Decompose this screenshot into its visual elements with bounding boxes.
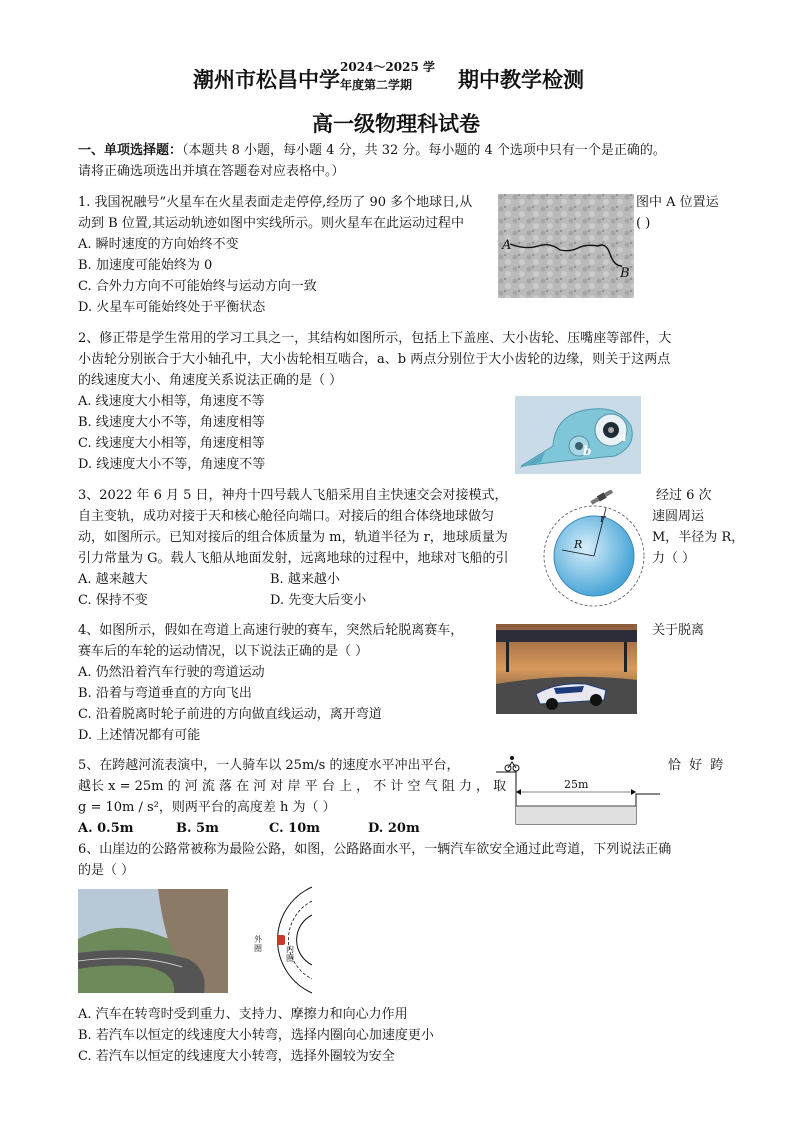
q6-label-inner: 内圈 — [286, 945, 294, 963]
q3-stem-3a: 动，如图所示。已知对接后的组合体质量为 m，轨道半径为 r，地球质量为 — [78, 530, 508, 545]
q5-stem-2: 越长 x = 25m 的 河 流 落 在 河 对 岸 平 台 上 ， 不 计 空 气 阻 力 ， 取 — [78, 779, 507, 794]
q3-option-b[interactable]: B. 越来越小 — [270, 572, 340, 587]
q2-option-a[interactable]: A. 线速度大小相等，角速度不等 — [78, 394, 265, 409]
q6-option-c[interactable]: C. 若汽车以恒定的线速度大小转弯，选择外圈较为安全 — [78, 1049, 395, 1064]
q1-option-d[interactable]: D. 火星车可能始终处于平衡状态 — [78, 300, 266, 315]
q2-option-d[interactable]: D. 线速度大小不等，角速度不等 — [78, 457, 266, 472]
q4-option-a[interactable]: A. 仍然沿着汽车行驶的弯道运动 — [78, 665, 265, 680]
q4-stem-2: 赛车后的车轮的运动情况，以下说法正确的是（ ） — [78, 644, 369, 659]
q3-option-a[interactable]: A. 越来越大 — [78, 572, 148, 587]
q1-stem-2a: 动到 B 位置,其运动轨迹如图中实线所示。则火星车在此运动过程中 — [78, 216, 464, 231]
q1-label-b: B — [620, 266, 630, 281]
q5-label-25m: 25m — [564, 778, 589, 791]
q3-stem-4a: 引力常量为 G。载人飞船从地面发射，远离地球的过程中，地球对飞船的引 — [78, 551, 509, 566]
q4-option-c[interactable]: C. 沿着脱离时轮子前进的方向做直线运动，离开弯道 — [78, 707, 382, 722]
school-name: 潮州市松昌中学 — [193, 67, 340, 92]
q4-stem-1a: 4、如图所示，假如在弯道上高速行驶的赛车，突然后轮脱离赛车， — [78, 623, 464, 638]
q1-stem-1b: 图中 A 位置运 — [636, 195, 719, 210]
racecar-image — [496, 624, 637, 714]
river-jump-diagram — [496, 752, 660, 826]
q3-option-c[interactable]: C. 保持不变 — [78, 593, 148, 608]
q6-option-a[interactable]: A. 汽车在转弯时受到重力、支持力、摩擦力和向心力作用 — [78, 1007, 408, 1022]
q1-stem-2b: ( ) — [636, 216, 651, 231]
section-desc: （本题共 8 小题，每小题 4 分，共 32 分。每小题的 4 个选项中只有一个是正确的。 — [182, 143, 666, 158]
q2-stem-1: 2、修正带是学生常用的学习工具之一，其结构如图所示，包括上下盖座、大小齿轮、压嘴座等部件，大 — [78, 331, 672, 346]
q4-stem-1b: 关于脱离 — [652, 623, 705, 638]
exam-name: 期中教学检测 — [458, 67, 584, 92]
q3-label-R: R — [574, 538, 583, 551]
q5-option-d[interactable]: D. 20m — [368, 821, 420, 836]
q2-stem-3: 的线速度大小、角速度关系说法正确的是（ ） — [78, 373, 343, 388]
q3-stem-2b: 速圆周运 — [652, 509, 705, 524]
q2-label-b: b — [583, 444, 592, 458]
section-desc-2: 请将正确选项选出并填在答题卷对应表格中。） — [78, 164, 345, 179]
q1-option-b[interactable]: B. 加速度可能始终为 0 — [78, 258, 213, 273]
mars-surface-image — [498, 194, 634, 298]
q5-option-c[interactable]: C. 10m — [269, 821, 321, 836]
school-year-line1: 2024～2025 学 — [340, 60, 435, 74]
q3-stem-2a: 自主变轨，成功对接于天和核心舱径向端口。对接后的组合体绕地球做匀 — [78, 509, 495, 524]
q4-option-b[interactable]: B. 沿着与弯道垂直的方向飞出 — [78, 686, 252, 701]
q6-option-b[interactable]: B. 若汽车以恒定的线速度大小转弯，选择内圈向心加速度更小 — [78, 1028, 434, 1043]
q3-stem-4b: 力（ ） — [652, 551, 696, 566]
q6-stem-2: 的是（ ） — [78, 863, 135, 878]
page-title: 高一级物理科试卷 — [312, 111, 480, 136]
q3-label-r: r — [600, 512, 606, 525]
section-heading: 一、单项选择题： — [78, 143, 183, 158]
q5-stem-1a: 5、在跨越河流表演中，一人骑车以 25m/s 的速度水平冲出平台， — [78, 758, 460, 773]
q3-stem-3b: M，半径为 R， — [652, 530, 745, 545]
q3-option-d[interactable]: D. 先变大后变小 — [270, 593, 367, 608]
q1-option-c[interactable]: C. 合外力方向不可能始终与运动方向一致 — [78, 279, 317, 294]
q6-label-outer: 外圈 — [254, 935, 262, 953]
school-year-line2: 年度第二学期 — [340, 78, 413, 92]
q5-stem-1b: 恰 好 跨 — [668, 758, 726, 773]
q2-stem-2: 小齿轮分别嵌合于大小轴孔中，大小齿轮相互啮合，a、b 两点分别位于大小齿轮的边缘，则关于这两点 — [78, 352, 671, 367]
q3-stem-1a: 3、2022 年 6 月 5 日，神舟十四号载人飞船采用自主快速交会对接模式， — [78, 488, 508, 503]
correction-tape-image — [515, 396, 641, 474]
q2-option-c[interactable]: C. 线速度大小相等，角速度相等 — [78, 436, 265, 451]
cliff-road-image — [78, 889, 228, 993]
earth-orbit-diagram — [538, 490, 648, 610]
curve-lanes-diagram — [250, 885, 314, 995]
q5-stem-3: g = 10m / s²，则两平台的高度差 h 为（ ） — [78, 800, 336, 815]
q6-stem-1: 6、山崖边的公路常被称为最险公路，如图，公路路面水平，一辆汽车欲安全通过此弯道，下列说法正确 — [78, 842, 672, 857]
q4-option-d[interactable]: D. 上述情况都有可能 — [78, 728, 201, 743]
q3-stem-1b: 经过 6 次 — [656, 488, 712, 503]
q1-stem-1a: 1. 我国祝融号”火星车在火星表面走走停停,经历了 90 多个地球日,从 — [78, 195, 473, 210]
q5-option-b[interactable]: B. 5m — [176, 821, 219, 836]
q2-option-b[interactable]: B. 线速度大小不等，角速度相等 — [78, 415, 265, 430]
q5-option-a[interactable]: A. 0.5m — [78, 821, 134, 836]
q2-label-a: a — [619, 430, 627, 444]
q1-option-a[interactable]: A. 瞬时速度的方向始终不变 — [78, 237, 239, 252]
q1-label-a: A — [502, 238, 512, 253]
